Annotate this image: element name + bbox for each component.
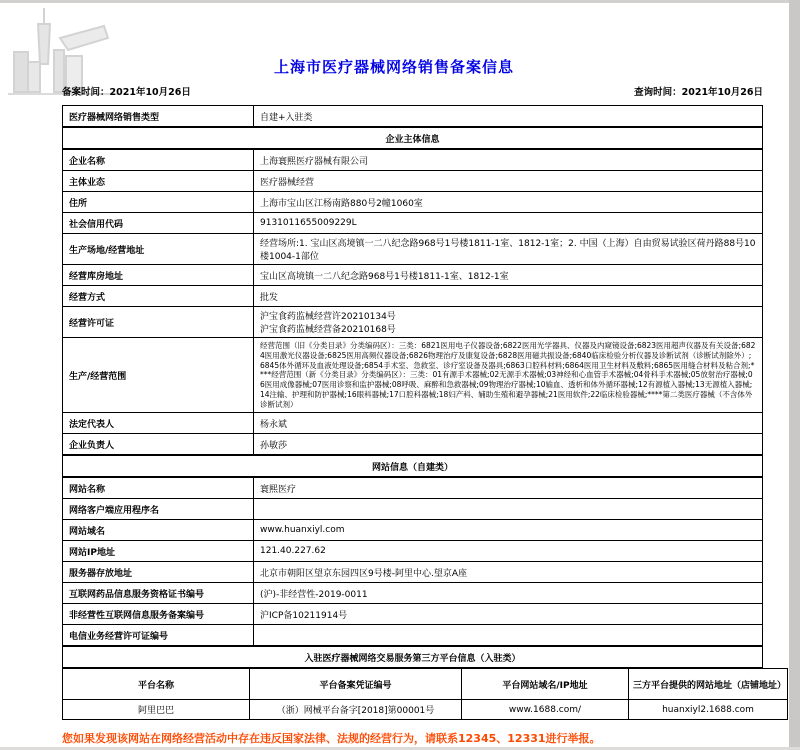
row-label: 网站名称	[63, 477, 254, 499]
time-row	[62, 84, 763, 98]
row-label: 医疗器械网络销售类型	[63, 106, 254, 128]
window-right-edge	[789, 0, 800, 750]
table-row	[63, 413, 763, 434]
report-notice: 您如果发现该网站在网络经营活动中存在违反国家法律、法规的经营行为，请联系12345、12331进行举报。	[62, 732, 601, 746]
city-skyline-icon	[8, 4, 120, 96]
row-label: 法定代表人	[63, 413, 254, 434]
platform-cell: www.1688.com/	[462, 700, 629, 720]
table-row	[63, 286, 763, 307]
row-value	[254, 499, 763, 520]
row-value: 上海市宝山区江杨南路880号2幢1060室	[254, 192, 763, 213]
platform-column-header: 平台备案凭证编号	[250, 669, 462, 700]
table-row	[63, 149, 763, 171]
row-label: 生产场地/经营地址	[63, 234, 254, 265]
row-label: 非经营性互联网信息服务备案编号	[63, 604, 254, 625]
row-value: 宝山区高境镇一二八纪念路968号1号楼1811-1室、1812-1室	[254, 265, 763, 286]
platform-cell: 阿里巴巴	[63, 700, 250, 720]
row-value	[254, 625, 763, 647]
table-row	[63, 477, 763, 499]
platform-cell: （浙）网械平台备字[2018]第00001号	[250, 700, 462, 720]
row-value: www.huanxiyl.com	[254, 520, 763, 541]
platform-column-header: 三方平台提供的网站地址（店铺地址）	[629, 669, 788, 700]
table-row	[63, 541, 763, 562]
row-label: 网站域名	[63, 520, 254, 541]
table-row	[63, 171, 763, 192]
row-label: 主体业态	[63, 171, 254, 192]
section-header: 入驻医疗器械网络交易服务第三方平台信息（入驻类）	[63, 646, 763, 668]
section-row	[63, 127, 763, 149]
section-header: 企业主体信息	[63, 127, 763, 149]
table-row	[63, 520, 763, 541]
row-value: 9131011655009229L	[254, 213, 763, 234]
row-value: 经营场所:1. 宝山区高境镇一二八纪念路968号1号楼1811-1室、1812-1室；2. 中国（上海）自由贸易试验区荷丹路88号10楼1004-1部位	[254, 234, 763, 265]
platform-info-table	[62, 668, 788, 720]
row-label: 电信业务经营许可证编号	[63, 625, 254, 647]
platform-column-header: 平台名称	[63, 669, 250, 700]
row-value: 自建+入驻类	[254, 106, 763, 128]
row-value: 批发	[254, 286, 763, 307]
filing-time-label: 备案时间：2021年10月26日	[62, 87, 191, 98]
filing-info-table	[62, 105, 763, 669]
table-row	[63, 562, 763, 583]
content-area	[62, 84, 787, 746]
page-title: 上海市医疗器械网络销售备案信息	[273, 58, 514, 76]
row-label: 互联网药品信息服务资格证书编号	[63, 583, 254, 604]
platform-column-header: 平台网站域名/IP地址	[462, 669, 629, 700]
row-label: 生产/经营范围	[63, 338, 254, 413]
row-label: 网站IP地址	[63, 541, 254, 562]
table-row	[63, 213, 763, 234]
row-value: 北京市朝阳区望京东园四区9号楼-阿里中心.望京A座	[254, 562, 763, 583]
row-label: 企业名称	[63, 149, 254, 171]
row-value: 经营范围（旧《分类目录》分类编码区）：三类：6821医用电子仪器设备;6822医用光学器具、仪器及内窥镜设备;6823医用超声仪器及有关设备;6824医用激光仪器设备;6825医用高频仪器设备;6826物理治疗及康复设备;6828医用磁共振设备;6840临床检验分析仪器及诊断试剂（诊断试剂除外）;6845体外循环及血液处理设备;6854手术室、急救室、诊疗室设备及器具;6863口腔科材料;6864医用卫生材料及敷料;6865医用缝合材料及粘合剂;****经营范围（新《分类目录》分类编码区）：三类：01有源手术器械;02无源手术器械;03神经和心血管手术器械;04骨科手术器械;05放射治疗器械;06医用成像器械;07医用诊察和监护器械;08呼吸、麻醉和急救器械;09物理治疗器械;10输血、透析和体外循环器械;12有源植入器械;13无源植入器械;14注输、护理和防护器械;16眼科器械;17口腔科器械;18妇产科、辅助生殖和避孕器械;21医用软件;22临床检验器械;****第二类医疗器械（不含体外诊断试剂）	[254, 338, 763, 413]
row-label: 网络客户端应用程序名	[63, 499, 254, 520]
row-value: 121.40.227.62	[254, 541, 763, 562]
table-row	[63, 583, 763, 604]
row-value: 沪ICP备10211914号	[254, 604, 763, 625]
row-value: 沪宝食药监械经营许20210134号 沪宝食药监械经营备20210168号	[254, 307, 763, 338]
query-time-label: 查询时间：2021年10月26日	[634, 87, 763, 98]
row-label: 社会信用代码	[63, 213, 254, 234]
row-value: 寰熙医疗	[254, 477, 763, 499]
window-top-edge	[0, 0, 800, 3]
section-row	[63, 646, 763, 668]
platform-data-row	[63, 700, 788, 720]
row-label: 经营方式	[63, 286, 254, 307]
platform-header-row	[63, 669, 788, 700]
row-value: 医疗器械经营	[254, 171, 763, 192]
table-row	[63, 604, 763, 625]
row-label: 经营许可证	[63, 307, 254, 338]
row-label: 经营库房地址	[63, 265, 254, 286]
table-row	[63, 434, 763, 456]
table-row	[63, 106, 763, 128]
table-row	[63, 338, 763, 413]
row-label: 住所	[63, 192, 254, 213]
table-row	[63, 499, 763, 520]
row-label: 企业负责人	[63, 434, 254, 456]
table-row	[63, 265, 763, 286]
section-header: 网站信息（自建类）	[63, 455, 763, 477]
table-row	[63, 307, 763, 338]
section-row	[63, 455, 763, 477]
table-row	[63, 625, 763, 647]
table-row	[63, 192, 763, 213]
row-value: 上海寰熙医疗器械有限公司	[254, 149, 763, 171]
row-value: 孙敏莎	[254, 434, 763, 456]
platform-cell: huanxiyl2.1688.com	[629, 700, 788, 720]
row-value: 杨永斌	[254, 413, 763, 434]
row-value: (沪)-非经营性-2019-0011	[254, 583, 763, 604]
row-label: 服务器存放地址	[63, 562, 254, 583]
table-row	[63, 234, 763, 265]
